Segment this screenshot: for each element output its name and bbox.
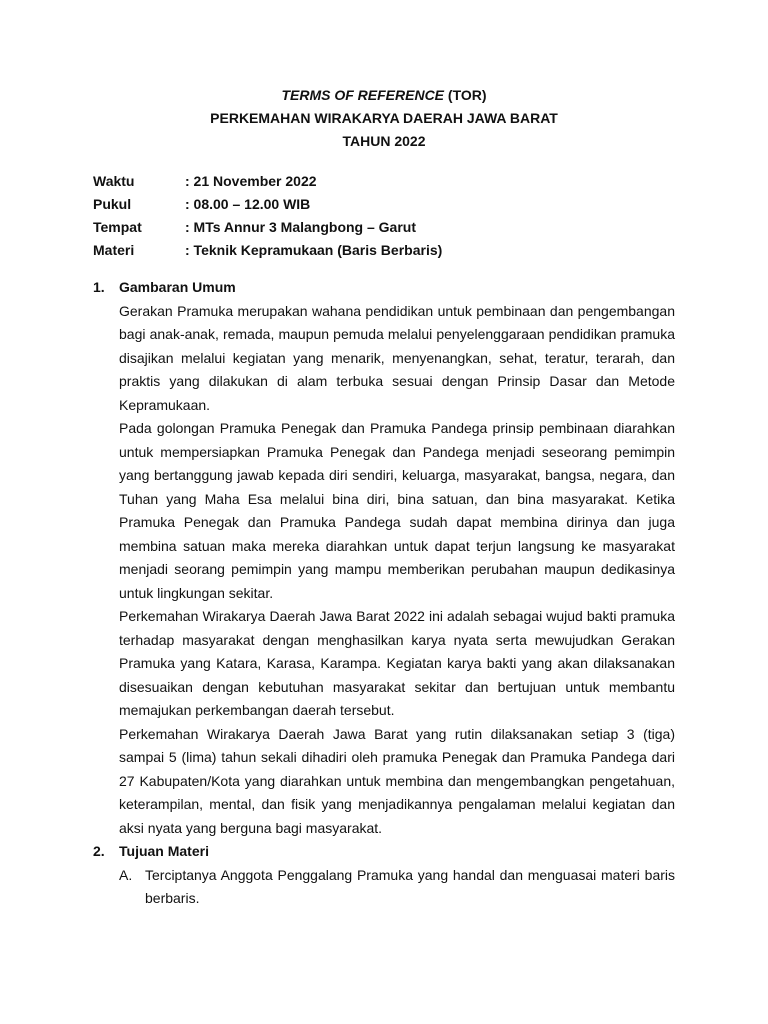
section-heading-tujuan bbox=[93, 840, 675, 864]
meta-value: : 08.00 – 12.00 WIB bbox=[185, 196, 311, 212]
meta-value: : 21 November 2022 bbox=[185, 173, 317, 189]
paragraph: Perkemahan Wirakarya Daerah Jawa Barat yang rutin dilaksanakan setiap 3 (tiga) sampai 5 (lima) tahun sekali dihadiri oleh pramuka Penegak dan Pramuka Pandega dari 27 Kabupaten/Kota yang diarahkan untuk membina dan mengembangkan pengetahuan, keterampilan, mental, dan fisik yang menjadikannya pengalaman melalui kegiatan dan aksi nyata yang berguna bagi masyarakat. bbox=[119, 725, 675, 836]
title-rest: (TOR) bbox=[444, 87, 487, 103]
list-item-text: Terciptanya Anggota Penggalang Pramuka yang handal dan menguasai materi baris berbaris. bbox=[145, 866, 675, 906]
list-item bbox=[119, 864, 675, 911]
meta-info bbox=[93, 170, 442, 262]
title-italic: TERMS OF REFERENCE bbox=[281, 87, 445, 103]
paragraph: Pada golongan Pramuka Penegak dan Pramuka Pandega prinsip pembinaan diarahkan untuk mempersiapkan Pramuka Penegak dan Pandega menjadi seseorang pemimpin yang bertanggung jawab kepada diri sendiri, keluarga, masyarakat, bangsa, negara, dan Tuhan yang Maha Esa melalui bina diri, bina satuan, dan bina masyarakat. Ketika Pramuka Penegak dan Pramuka Pandega sudah dapat membina dirinya dan juga membina satuan maka mereka diarahkan untuk dapat terjun langsung ke masyarakat menjadi seorang pemimpin yang mampu memberikan perubahan maupun dedikasinya untuk lingkungan sekitar. bbox=[119, 420, 675, 601]
meta-row-materi bbox=[93, 239, 442, 262]
title-event: PERKEMAHAN WIRAKARYA DAERAH JAWA BARAT bbox=[210, 110, 558, 126]
section-title: Gambaran Umum bbox=[119, 279, 236, 295]
document-title bbox=[0, 84, 768, 153]
meta-value: : Teknik Kepramukaan (Baris Berbaris) bbox=[185, 242, 443, 258]
meta-label: Materi bbox=[93, 242, 135, 258]
paragraph: Perkemahan Wirakarya Daerah Jawa Barat 2022 ini adalah sebagai wujud bakti pramuka terhadap masyarakat dengan menghasilkan karya nyata serta mewujudkan Gerakan Pramuka yang Katara, Karasa, Karampa. Kegiatan karya bakti yang akan dilaksanakan disesuaikan dengan kebutuhan masyarakat sekitar dan bertujuan untuk membantu memajukan perkembangan daerah tersebut. bbox=[119, 608, 675, 718]
title-year: TAHUN 2022 bbox=[342, 133, 426, 149]
section-title: Tujuan Materi bbox=[119, 843, 209, 859]
meta-label: Waktu bbox=[93, 173, 135, 189]
section-number: 1. bbox=[93, 279, 105, 295]
section-gambaran-umum bbox=[93, 276, 675, 911]
paragraph: Gerakan Pramuka merupakan wahana pendidikan untuk pembinaan dan pengembangan bagi anak-anak, remada, maupun pemuda melalui penyelenggaraan pendidikan pramuka disajikan melalui kegiatan yang menarik, menyenangkan, sehat, teratur, terarah, dan praktis yang dilakukan di alam terbuka sesuai dengan Prinsip Dasar dan Metode Kepramukaan. bbox=[119, 302, 675, 413]
meta-label: Pukul bbox=[93, 196, 132, 212]
meta-row-waktu bbox=[93, 170, 442, 193]
meta-row-tempat bbox=[93, 216, 442, 239]
section-heading bbox=[93, 276, 675, 300]
meta-row-pukul bbox=[93, 193, 442, 216]
title-line-tor bbox=[0, 84, 768, 107]
list-item-letter: A. bbox=[119, 866, 133, 883]
meta-label: Tempat bbox=[93, 219, 142, 235]
meta-value: : MTs Annur 3 Malangbong – Garut bbox=[185, 219, 416, 235]
section-number: 2. bbox=[93, 843, 105, 859]
